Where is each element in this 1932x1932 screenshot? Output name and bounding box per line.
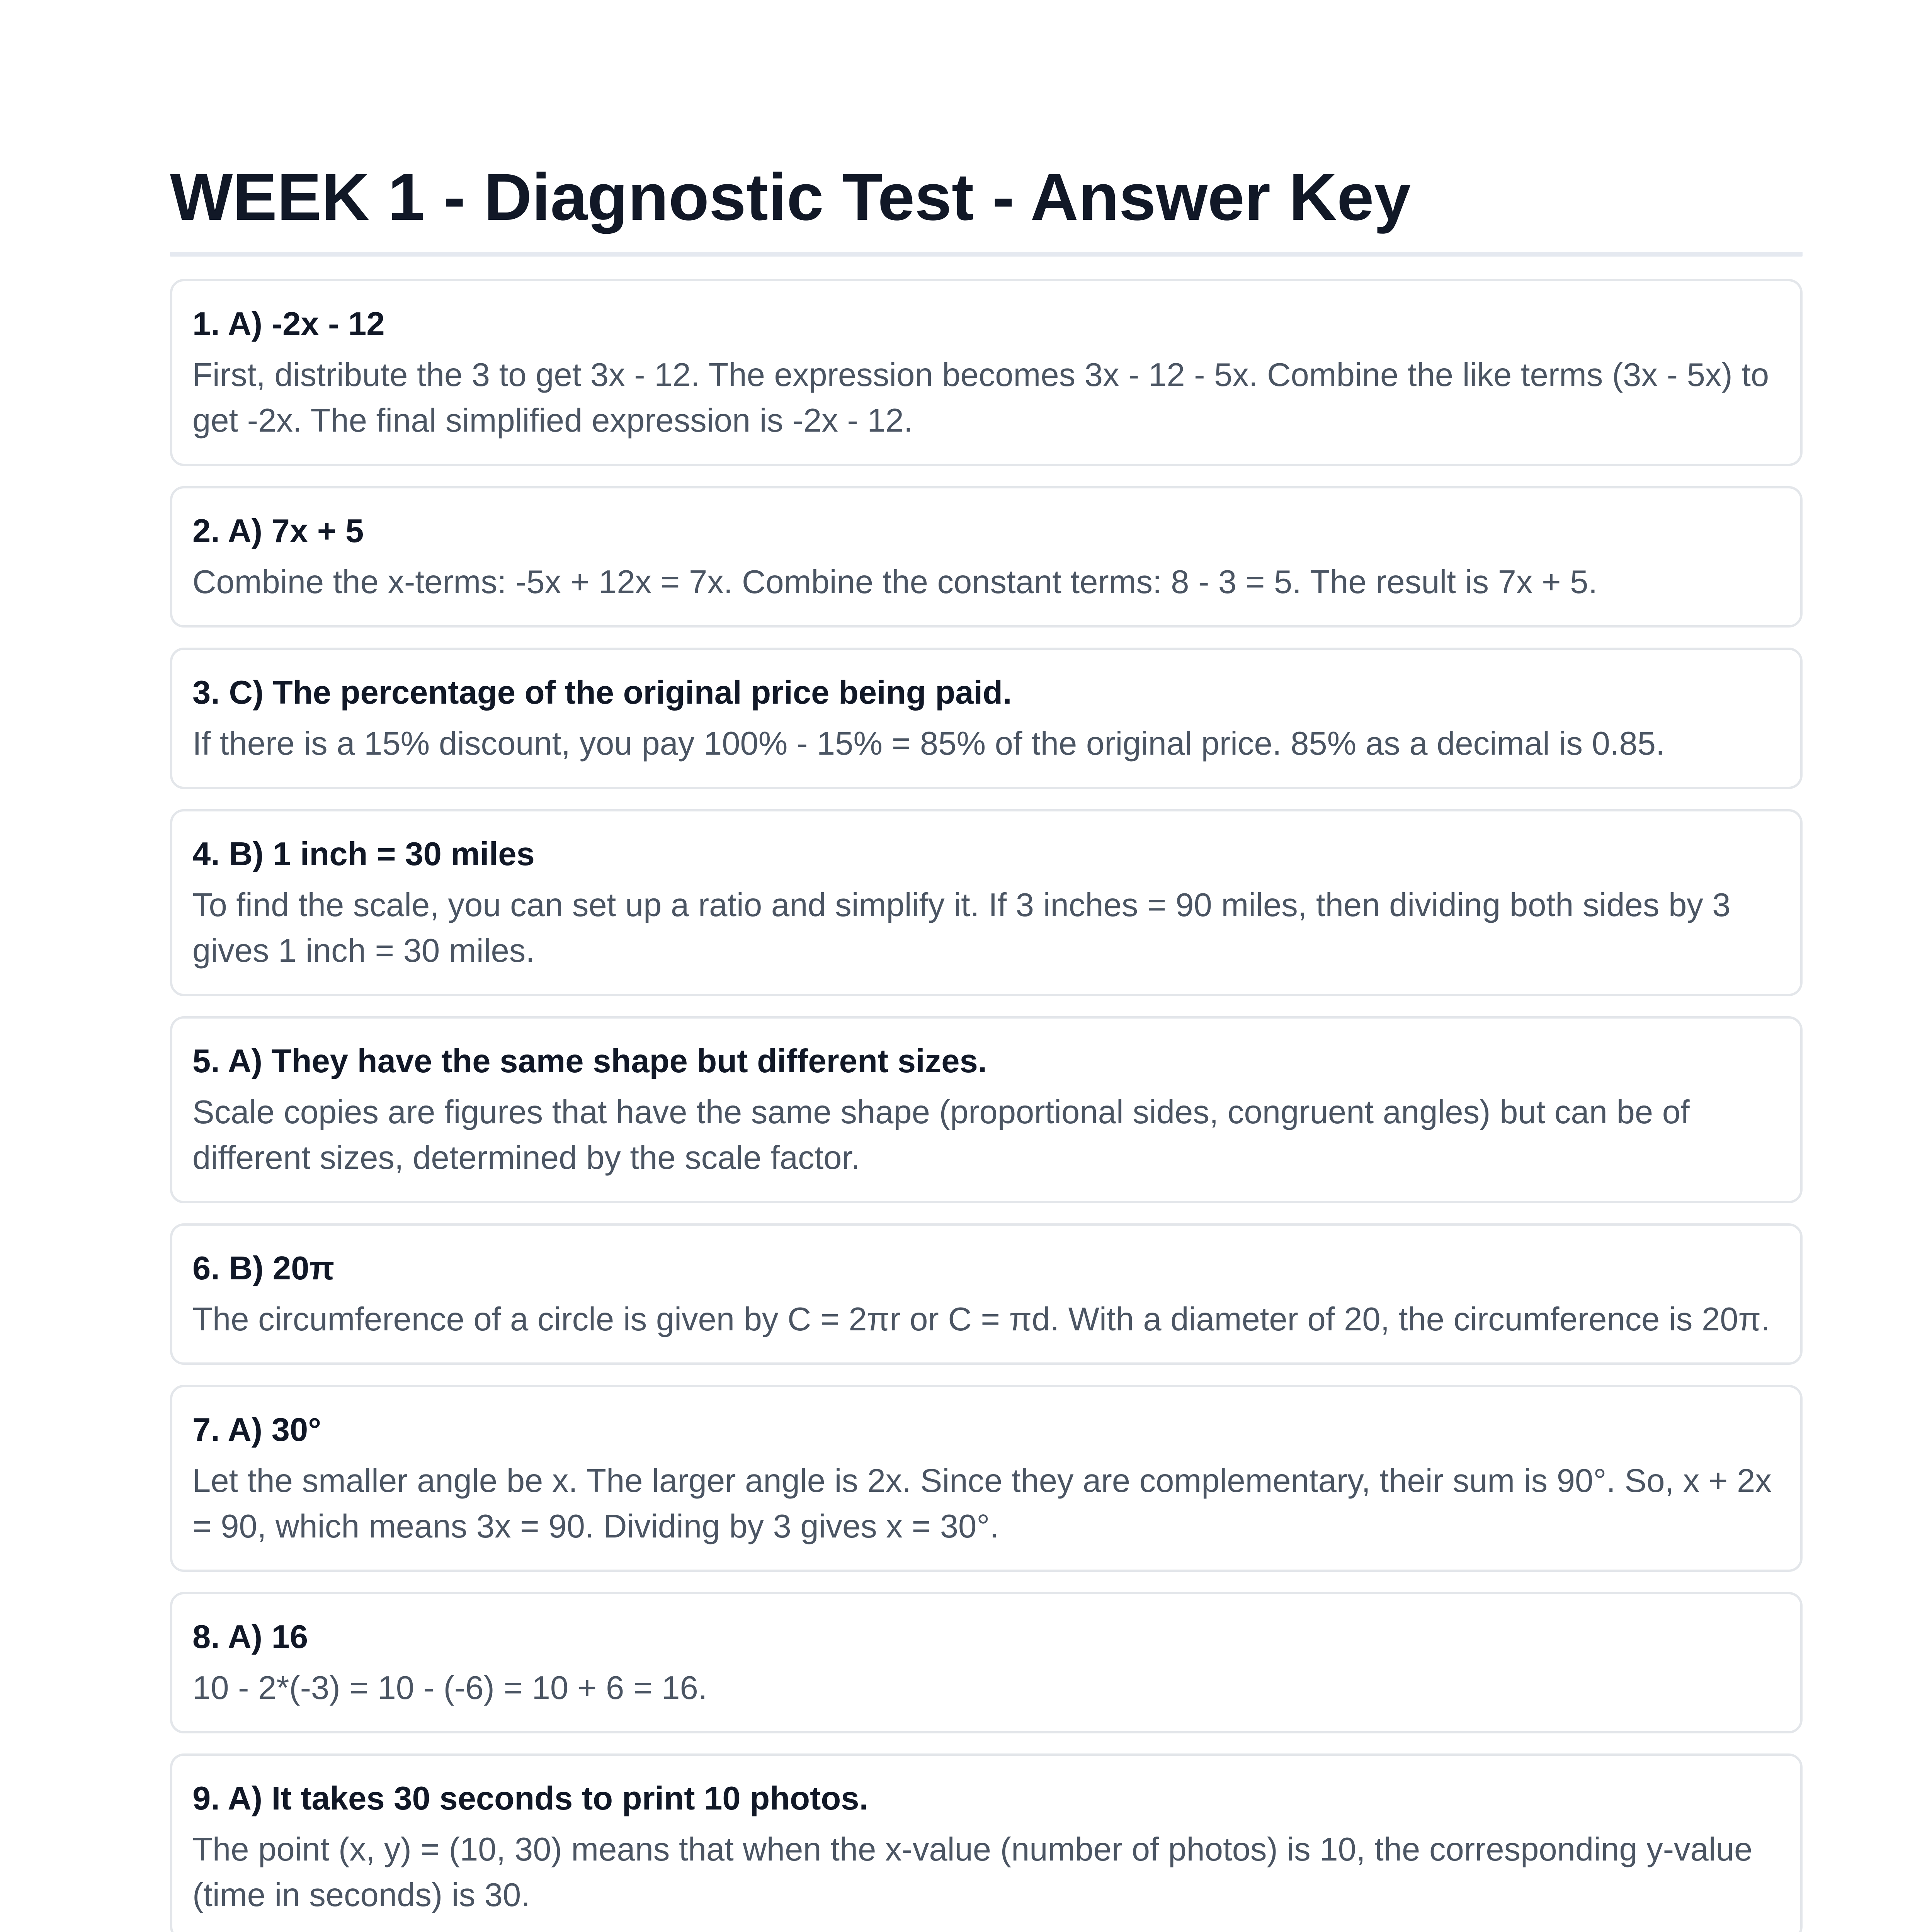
answer-key-page (170, 147, 1803, 1932)
answer-heading: 1. A) -2x - 12 (192, 306, 385, 342)
answer-explanation: The point (x, y) = (10, 30) means that when the x-value (number of photos) is 10, the corresponding y-value (time in seconds) is 30. (192, 1831, 1753, 1913)
answer-card-1 (170, 279, 1803, 466)
answer-explanation: 10 - 2*(-3) = 10 - (-6) = 10 + 6 = 16. (192, 1670, 707, 1706)
answer-explanation: Combine the x-terms: -5x + 12x = 7x. Combine the constant terms: 8 - 3 = 5. The result is 7x + 5. (192, 564, 1598, 600)
title-divider (170, 252, 1803, 257)
answer-card-4 (170, 809, 1803, 996)
answer-card-7 (170, 1385, 1803, 1572)
answer-card-5 (170, 1016, 1803, 1203)
answer-explanation: To find the scale, you can set up a ratio and simplify it. If 3 inches = 90 miles, then dividing both sides by 3 gives 1 inch = 30 miles. (192, 887, 1731, 969)
answer-heading: 9. A) It takes 30 seconds to print 10 photos. (192, 1780, 869, 1817)
page-title: WEEK 1 - Diagnostic Test - Answer Key (170, 160, 1411, 234)
answer-heading: 5. A) They have the same shape but different sizes. (192, 1043, 987, 1080)
answer-card-6 (170, 1223, 1803, 1365)
answer-heading: 4. B) 1 inch = 30 miles (192, 836, 535, 872)
answer-card-2 (170, 486, 1803, 628)
answer-card-9 (170, 1753, 1803, 1932)
answer-heading: 3. C) The percentage of the original price being paid. (192, 674, 1012, 711)
answer-explanation: The circumference of a circle is given by C = 2πr or C = πd. With a diameter of 20, the circumference is 20π. (192, 1301, 1770, 1338)
answer-heading: 6. B) 20π (192, 1250, 335, 1287)
answer-heading: 8. A) 16 (192, 1619, 308, 1655)
answer-card-3 (170, 648, 1803, 789)
answer-explanation: If there is a 15% discount, you pay 100% - 15% = 85% of the original price. 85% as a decimal is 0.85. (192, 725, 1665, 762)
answer-explanation: Scale copies are figures that have the same shape (proportional sides, congruent angles) but can be of different sizes, determined by the scale factor. (192, 1094, 1690, 1176)
answer-heading: 2. A) 7x + 5 (192, 513, 364, 549)
answer-heading: 7. A) 30° (192, 1412, 321, 1448)
answer-explanation: First, distribute the 3 to get 3x - 12. The expression becomes 3x - 12 - 5x. Combine the like terms (3x - 5x) to get -2x. The final simplified expression is -2x - 12. (192, 357, 1769, 439)
answer-list (170, 279, 1803, 1932)
answer-card-8 (170, 1592, 1803, 1733)
answer-explanation: Let the smaller angle be x. The larger angle is 2x. Since they are complementary, their sum is 90°. So, x + 2x = 90, which means 3x = 90. Dividing by 3 gives x = 30°. (192, 1463, 1772, 1545)
